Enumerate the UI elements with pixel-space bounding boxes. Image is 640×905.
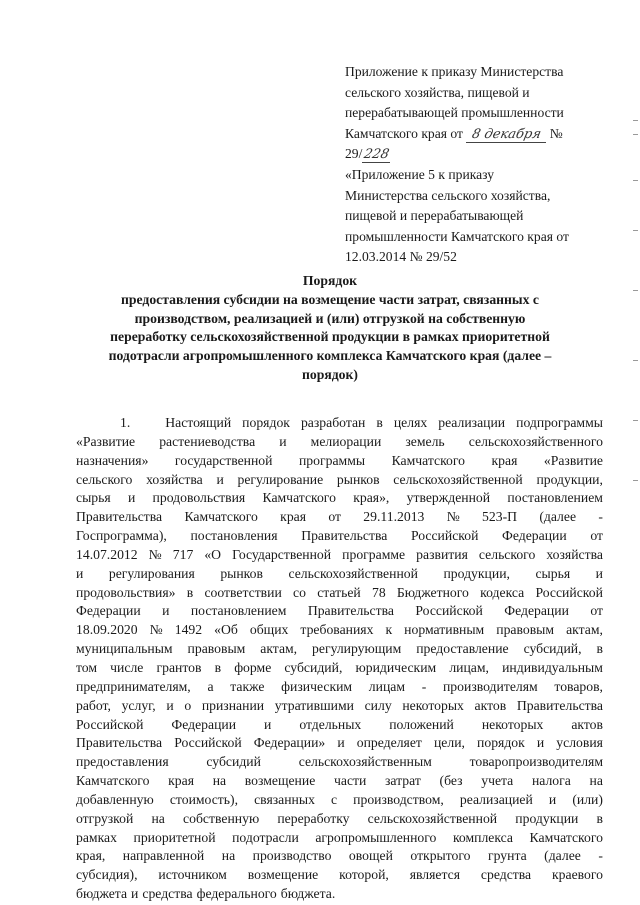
word: услуг,: [121, 697, 156, 713]
word: Камчатского: [76, 773, 150, 789]
word: субсидия),: [76, 867, 138, 883]
word: том: [76, 659, 98, 675]
word: источником: [158, 867, 227, 883]
body-line: [76, 452, 603, 471]
title-line-2: производством, реализацией и (или) отгрузкой на собственную: [134, 310, 526, 326]
word: связанных: [254, 791, 315, 807]
word: средства: [480, 867, 532, 883]
word: назначения»: [76, 452, 149, 468]
word: мелиорации: [310, 433, 382, 449]
word: продукции: [515, 810, 579, 826]
word: Бюджетного: [396, 584, 469, 600]
body-line: [76, 414, 603, 433]
body-line: [76, 527, 603, 546]
word: развития: [416, 546, 468, 562]
word: возмещение: [247, 867, 319, 883]
word: растениеводства: [159, 433, 256, 449]
handwritten-number-text: 228: [362, 147, 391, 163]
word: сельского: [76, 471, 133, 487]
word: 78: [372, 584, 386, 600]
word: Госпрограмма),: [76, 528, 167, 544]
word: Федерации: [502, 528, 567, 544]
word: краевого: [552, 867, 603, 883]
word: производство: [252, 848, 332, 864]
word: (далее: [539, 509, 577, 525]
word: Российской: [174, 735, 242, 751]
word: сельского: [478, 546, 536, 562]
word: сельскохозяйственной: [288, 565, 418, 581]
word: Министерства: [345, 187, 428, 203]
word: актам,: [566, 622, 603, 638]
scan-edge-marks: [630, 120, 640, 540]
word: грунта: [488, 848, 527, 864]
word: продукции,: [536, 471, 603, 487]
document-title: [90, 272, 570, 385]
attachment-header: [345, 62, 600, 268]
word: в: [214, 659, 222, 675]
word: хозяйства,: [490, 187, 551, 203]
word: требованиях: [300, 622, 374, 638]
word: Камчатского: [391, 452, 465, 468]
word: части: [333, 773, 367, 789]
word: утратившими: [274, 697, 354, 713]
title-line-1: предоставления субсидии на возмещение части затрат, связанных с: [121, 291, 539, 307]
word: (или): [572, 791, 603, 807]
word: 18.09.2020: [76, 622, 138, 638]
word: постановлением: [507, 490, 603, 506]
word: Правительства: [307, 603, 394, 619]
word: правовым: [496, 622, 555, 638]
word: актов: [474, 697, 507, 713]
word: товаров,: [554, 678, 603, 694]
word: 523-П: [482, 509, 518, 525]
body-line: [76, 433, 603, 452]
word: кодекса: [480, 584, 525, 600]
word: программы: [298, 452, 366, 468]
word: субсидий,: [523, 641, 582, 657]
word: и: [536, 735, 545, 751]
word: хозяйства: [546, 546, 603, 562]
word: -: [421, 678, 427, 694]
word: Государственной: [232, 546, 332, 562]
word: 717: [172, 546, 194, 562]
word: к: [385, 622, 393, 638]
word: хозяйства: [146, 471, 203, 487]
word: 29/: [345, 146, 363, 162]
word: 29.11.2013: [363, 509, 425, 525]
body-line: [76, 885, 603, 904]
word: края»,: [353, 490, 390, 506]
handwritten-date-text: 8 декабря: [470, 126, 543, 142]
word: сельскохозяйственной: [367, 810, 498, 826]
word: сельского: [431, 187, 488, 203]
word: и: [216, 471, 224, 487]
word: регулирование: [237, 471, 324, 487]
body-line: [76, 772, 603, 791]
word: некоторых: [402, 697, 464, 713]
word: Правительства: [516, 697, 603, 713]
word: средства: [142, 886, 193, 902]
body-line: [76, 734, 603, 753]
word: утвержденной: [406, 490, 491, 506]
word: порядок: [477, 735, 525, 751]
body-line: [76, 810, 603, 829]
word: от: [590, 603, 603, 619]
word: целях: [393, 415, 428, 430]
word: грантов: [156, 659, 202, 675]
word: и: [522, 84, 530, 100]
word: «Развитие: [76, 433, 136, 449]
word: сырья: [535, 565, 571, 581]
word: -: [598, 509, 603, 525]
word: Камчатского: [529, 829, 603, 845]
attachment-line-1: Приложение к приказу Министерства: [345, 64, 564, 79]
word: продовольствия: [152, 490, 246, 506]
word: нормативным: [404, 622, 485, 638]
word: Правительства: [76, 735, 163, 751]
word: соответствии: [204, 584, 282, 600]
word: и: [131, 886, 139, 902]
body-line: [76, 584, 603, 603]
word: Настоящий: [165, 415, 232, 430]
body-line: [76, 546, 603, 565]
word: Камчатского края от: [345, 125, 463, 141]
word: работ,: [76, 697, 111, 713]
word: стоимость),: [169, 791, 239, 807]
word: Камчатского: [184, 509, 258, 525]
word: которой,: [339, 867, 389, 883]
word: регулирующим: [312, 641, 402, 657]
word: сельскохозяйственным: [298, 754, 432, 770]
word: 1492: [174, 622, 203, 638]
word: Камчатского: [262, 490, 336, 506]
body-line: [76, 791, 603, 810]
word: реализации: [438, 415, 506, 430]
word: затрат: [385, 773, 421, 789]
word: бюджета: [76, 886, 128, 902]
word: перерабатывающей: [345, 105, 458, 121]
word: государственной: [174, 452, 273, 468]
word: Федерации: [171, 716, 237, 732]
word: производителям: [442, 678, 538, 694]
body-line: [76, 621, 603, 640]
word: постановления: [190, 528, 278, 544]
word: бюджета.: [280, 886, 336, 902]
word: 1.: [120, 415, 131, 430]
word: о: [184, 697, 192, 713]
word: и: [548, 791, 557, 807]
word: силу: [364, 697, 392, 713]
word: 14.07.2012: [76, 546, 138, 562]
attachment-line-4: [345, 124, 600, 145]
word: некоторых: [481, 716, 544, 732]
word: в: [596, 810, 603, 826]
word: лицам: [368, 678, 406, 694]
word: сельского: [345, 84, 401, 100]
word: юридическим: [355, 659, 437, 675]
word: №: [148, 546, 162, 562]
word: а: [207, 678, 214, 694]
word: и: [264, 716, 272, 732]
word: программе: [342, 546, 406, 562]
word: №: [149, 622, 163, 638]
word: со: [293, 584, 306, 600]
word: товаропроизводителям: [469, 754, 603, 770]
body-line: [76, 640, 603, 659]
title-line-5: порядок): [302, 366, 358, 382]
word: «Об: [214, 622, 238, 638]
attachment-line-7: [345, 186, 600, 207]
word: и: [127, 490, 136, 506]
attachment-line-2: [345, 83, 600, 104]
word: и: [166, 697, 174, 713]
handwritten-number: [362, 147, 390, 163]
word: субсидий: [206, 754, 261, 770]
body-line: [76, 847, 603, 866]
word: «О: [204, 546, 222, 562]
word: отгрузкой: [76, 810, 134, 826]
word: порядок: [242, 415, 290, 430]
word: Российской: [535, 584, 603, 600]
attachment-line-5: [345, 144, 600, 165]
word: положений: [389, 716, 454, 732]
word: физическим: [281, 678, 353, 694]
word: продовольствия»: [76, 584, 176, 600]
word: рынков: [220, 565, 263, 581]
word: Правительства: [301, 528, 388, 544]
word: и: [162, 603, 170, 619]
word: Правительства: [76, 509, 163, 525]
word: края,: [76, 848, 106, 864]
word: производством,: [353, 791, 444, 807]
word: определяет: [356, 735, 422, 751]
word: и: [337, 735, 345, 751]
word: цели,: [433, 735, 465, 751]
word: сельскохозяйственного: [468, 433, 603, 449]
word: на: [151, 810, 165, 826]
word: и: [399, 208, 408, 224]
word: направленной: [122, 848, 205, 864]
word: Федерации»: [253, 735, 326, 751]
word: края: [280, 509, 307, 525]
word: учета: [481, 773, 514, 789]
word: регулирования: [108, 565, 195, 581]
word: индивидуальным: [502, 659, 603, 675]
body-line: [76, 697, 603, 716]
word: предоставления: [76, 754, 169, 770]
word: на: [589, 773, 603, 789]
word: подпрограммы: [516, 415, 603, 430]
word: Российской: [76, 716, 144, 732]
word: муниципальным: [76, 641, 173, 657]
word: с: [331, 791, 338, 807]
handwritten-date: [466, 127, 546, 143]
word: подотрасли: [232, 829, 299, 845]
word: и: [279, 433, 287, 449]
body-line: [76, 471, 603, 490]
word: постановлением: [190, 603, 287, 619]
body-line: [76, 659, 603, 678]
word: 5: [428, 166, 435, 182]
word: сельскохозяйственной: [393, 471, 523, 487]
word: края: [168, 773, 194, 789]
word: (без: [439, 773, 463, 789]
word: реализацией: [459, 791, 533, 807]
word: пищевой: [345, 208, 397, 224]
body-line: [76, 602, 603, 621]
word: Российской: [415, 603, 483, 619]
word: края: [491, 452, 518, 468]
word: овощей: [348, 848, 393, 864]
title-heading: Порядок: [302, 273, 358, 288]
attachment-date-row: [345, 126, 550, 141]
body-line: [76, 753, 603, 772]
word: земель: [405, 433, 445, 449]
body-line: [76, 565, 603, 584]
word: налога: [531, 773, 571, 789]
word: №: [446, 509, 460, 525]
word: предпринимателям,: [76, 678, 191, 694]
attachment-line-10: 12.03.2014 № 29/52: [345, 249, 457, 265]
body-paragraph: [76, 414, 603, 904]
number-sign: №: [549, 125, 563, 141]
word: также: [230, 678, 265, 694]
word: рамках: [76, 829, 117, 845]
word: является: [409, 867, 461, 883]
word: (далее: [544, 848, 581, 864]
body-line: [76, 508, 603, 527]
word: переработку: [277, 810, 350, 826]
word: от: [590, 528, 603, 544]
word: сырья: [76, 490, 111, 506]
word: промышленности: [461, 105, 564, 121]
attachment-line-3: [345, 103, 600, 124]
word: приоритетной: [133, 829, 216, 845]
word: «Развитие: [543, 452, 603, 468]
body-line: [76, 489, 603, 508]
word: Федерации: [504, 603, 569, 619]
word: федерального: [196, 886, 277, 902]
word: к: [438, 166, 445, 182]
word: рынков: [336, 471, 380, 487]
word: субсидий,: [284, 659, 343, 675]
word: -: [598, 848, 603, 864]
word: статьей: [317, 584, 361, 600]
word: форме: [234, 659, 272, 675]
title-line-4: подотрасли агропромышленного комплекса Камчатского края (далее –: [108, 348, 552, 364]
word: на: [221, 848, 236, 864]
word: Федерации: [76, 603, 141, 619]
attachment-line-9: промышленности Камчатского края от: [345, 228, 569, 244]
word: хозяйства,: [404, 84, 465, 100]
word: разработан: [300, 415, 366, 430]
word: в: [186, 584, 194, 600]
word: актов: [571, 716, 603, 732]
body-line: [76, 866, 603, 885]
word: комплекса: [452, 829, 513, 845]
word: «Приложение: [345, 166, 425, 182]
word: правовым: [187, 641, 246, 657]
body-line: [76, 678, 603, 697]
title-line-3: переработку сельскохозяйственной продукции в рамках приоритетной: [110, 329, 550, 345]
word: актам,: [260, 641, 298, 657]
word: на: [212, 773, 227, 789]
attachment-line-6: [345, 165, 600, 186]
word: лицам,: [449, 659, 489, 675]
word: в: [376, 415, 383, 430]
word: возмещение: [244, 773, 316, 789]
word: в: [596, 641, 603, 657]
word: и: [595, 565, 603, 581]
attachment-line-8: [345, 206, 600, 227]
word: числе: [110, 659, 144, 675]
word: общих: [249, 622, 289, 638]
word: собственную: [183, 810, 260, 826]
word: условия: [556, 735, 603, 751]
word: добавленную: [76, 791, 154, 807]
word: перерабатывающей: [410, 208, 524, 224]
word: предоставление: [416, 641, 509, 657]
word: от: [328, 509, 341, 525]
word: открытого: [410, 848, 471, 864]
word: пищевой: [467, 84, 519, 100]
body-line: [76, 829, 603, 848]
word: приказу: [448, 166, 495, 182]
word: агропромышленного: [315, 829, 437, 845]
word: и: [76, 565, 84, 581]
word: отдельных: [299, 716, 362, 732]
word: признании: [201, 697, 265, 713]
body-line: [76, 716, 603, 735]
word: продукции,: [443, 565, 510, 581]
word: Российской: [410, 528, 479, 544]
